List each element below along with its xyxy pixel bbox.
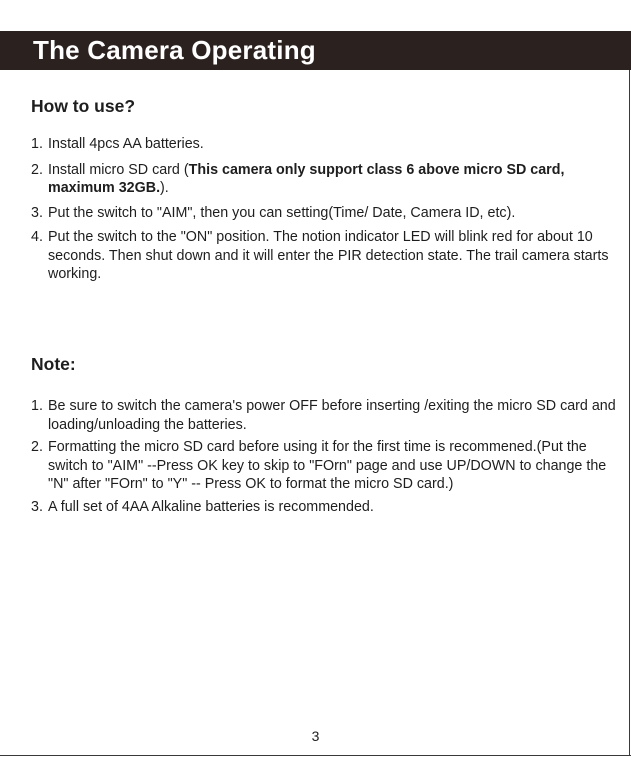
item-text	[48, 161, 616, 198]
item-number: 3.	[31, 498, 43, 515]
item-number: 2.	[31, 161, 43, 178]
item-text: Put the switch to "AIM", then you can setting(Time/ Date, Camera ID, etc).	[48, 204, 516, 221]
bottom-rule	[0, 755, 631, 756]
list-item	[31, 228, 616, 284]
list-item	[31, 498, 616, 517]
list-item	[31, 204, 616, 223]
page-border	[629, 34, 630, 756]
how-to-use-heading: How to use?	[31, 96, 136, 116]
item-text-suffix: ).	[160, 180, 169, 196]
item-text-bold: This camera only support class 6 above micro SD card, maximum 32GB.	[48, 161, 565, 196]
item-number: 1.	[31, 398, 43, 414]
note-heading: Note:	[31, 354, 76, 374]
item-text: A full set of 4AA Alkaline batteries is recommended.	[48, 498, 374, 515]
item-text-prefix: Install micro SD card (	[48, 161, 189, 178]
item-number: 3.	[31, 204, 43, 221]
list-item	[31, 135, 616, 154]
list-item	[31, 397, 616, 434]
page-title: The Camera Operating	[33, 35, 316, 65]
item-number: 4.	[31, 229, 43, 245]
item-text: Install 4pcs AA batteries.	[48, 136, 204, 152]
item-number: 2.	[31, 439, 43, 455]
list-item	[31, 438, 616, 494]
page-number: 3	[311, 728, 320, 744]
item-number: 1.	[31, 136, 43, 152]
list-item	[31, 161, 616, 198]
note-list	[31, 397, 616, 516]
how-to-use-list	[31, 135, 616, 284]
item-text: Formatting the micro SD card before using it for the first time is recommened.(Put the switch to "AIM" --Press OK key to skip to "FOrn" page and use UP/DOWN to change the "N" after "FOrn" to "Y" -- Press OK to format the micro SD card.)	[48, 439, 607, 492]
item-text: Be sure to switch the camera's power OFF before inserting /exiting the micro SD card and loading/unloading the batteries.	[48, 398, 616, 433]
title-bar	[0, 31, 631, 70]
item-text: Put the switch to the "ON" position. The notion indicator LED will blink red for about 10 seconds. Then shut down and it will enter the PIR detection state. The trail camera starts working.	[48, 229, 609, 282]
